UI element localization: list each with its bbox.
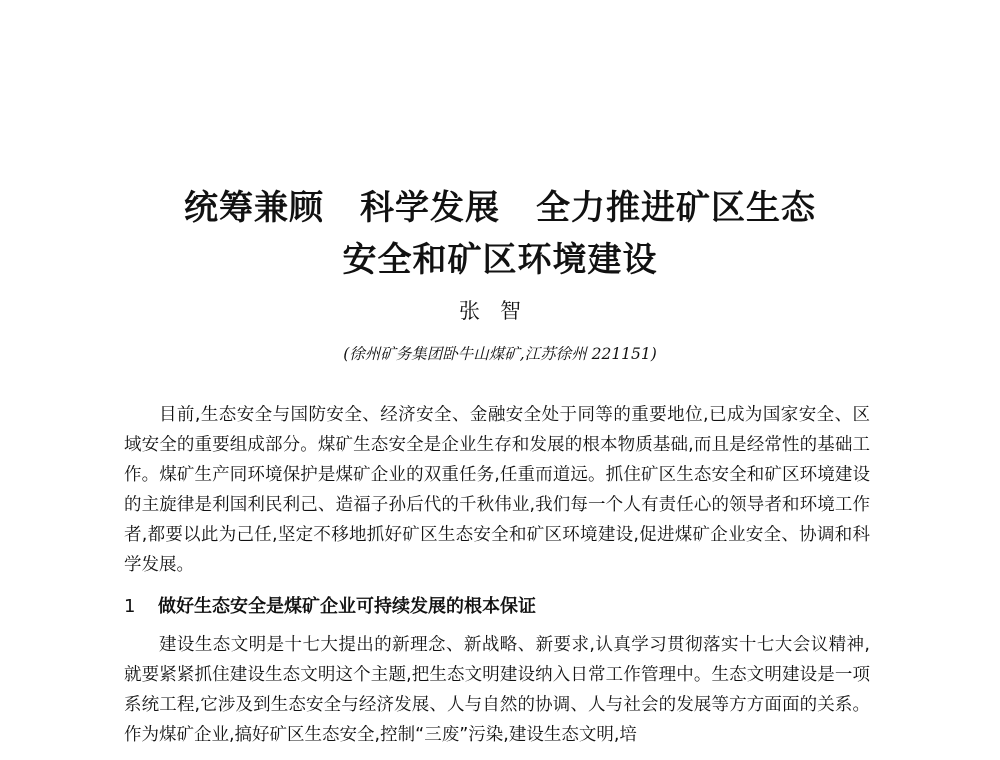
title-line-2: 安全和矿区环境建设: [342, 240, 658, 280]
title-part-2: 科学发展: [360, 188, 500, 228]
title-part-1: 统筹兼顾: [184, 188, 324, 228]
author-affiliation: (徐州矿务集团卧牛山煤矿,江苏徐州 221151): [343, 345, 657, 363]
paper-title: [0, 182, 1000, 286]
intro-paragraph: 目前,生态安全与国防安全、经济安全、金融安全处于同等的重要地位,已成为国家安全、区域安全的重要组成部分。煤矿生态安全是企业生存和发展的根本物质基础,而且是经常性的基础工作。煤矿生产同环境保护是煤矿企业的双重任务,任重而道远。抓住矿区生态安全和矿区环境建设的主旋律是利国利民利己、造福子孙后代的千秋伟业,我们每一个人有责任心的领导者和环境工作者,都要以此为己任,坚定不移地抓好矿区生态安全和矿区环境建设,促进煤矿企业安全、协调和科学发展。: [124, 405, 870, 575]
section-number: 1: [124, 596, 136, 617]
title-line-1: [0, 182, 1000, 234]
section-title: 做好生态安全是煤矿企业可持续发展的根本保证: [158, 596, 536, 617]
section-paragraph: 建设生态文明是十七大提出的新理念、新战略、新要求,认真学习贯彻落实十七大会议精神,就要紧紧抓住建设生态文明这个主题,把生态文明建设纳入日常工作管理中。生态文明建设是一项系统工程,它涉及到生态安全与经济发展、人与自然的协调、人与社会的发展等方方面面的关系。作为煤矿企业,搞好矿区生态安全,控制“三废”污染,建设生态文明,培: [124, 635, 870, 745]
author-name: 张智: [459, 299, 541, 323]
section-heading: [124, 592, 870, 622]
title-part-3: 全力推进矿区生态: [536, 188, 816, 228]
